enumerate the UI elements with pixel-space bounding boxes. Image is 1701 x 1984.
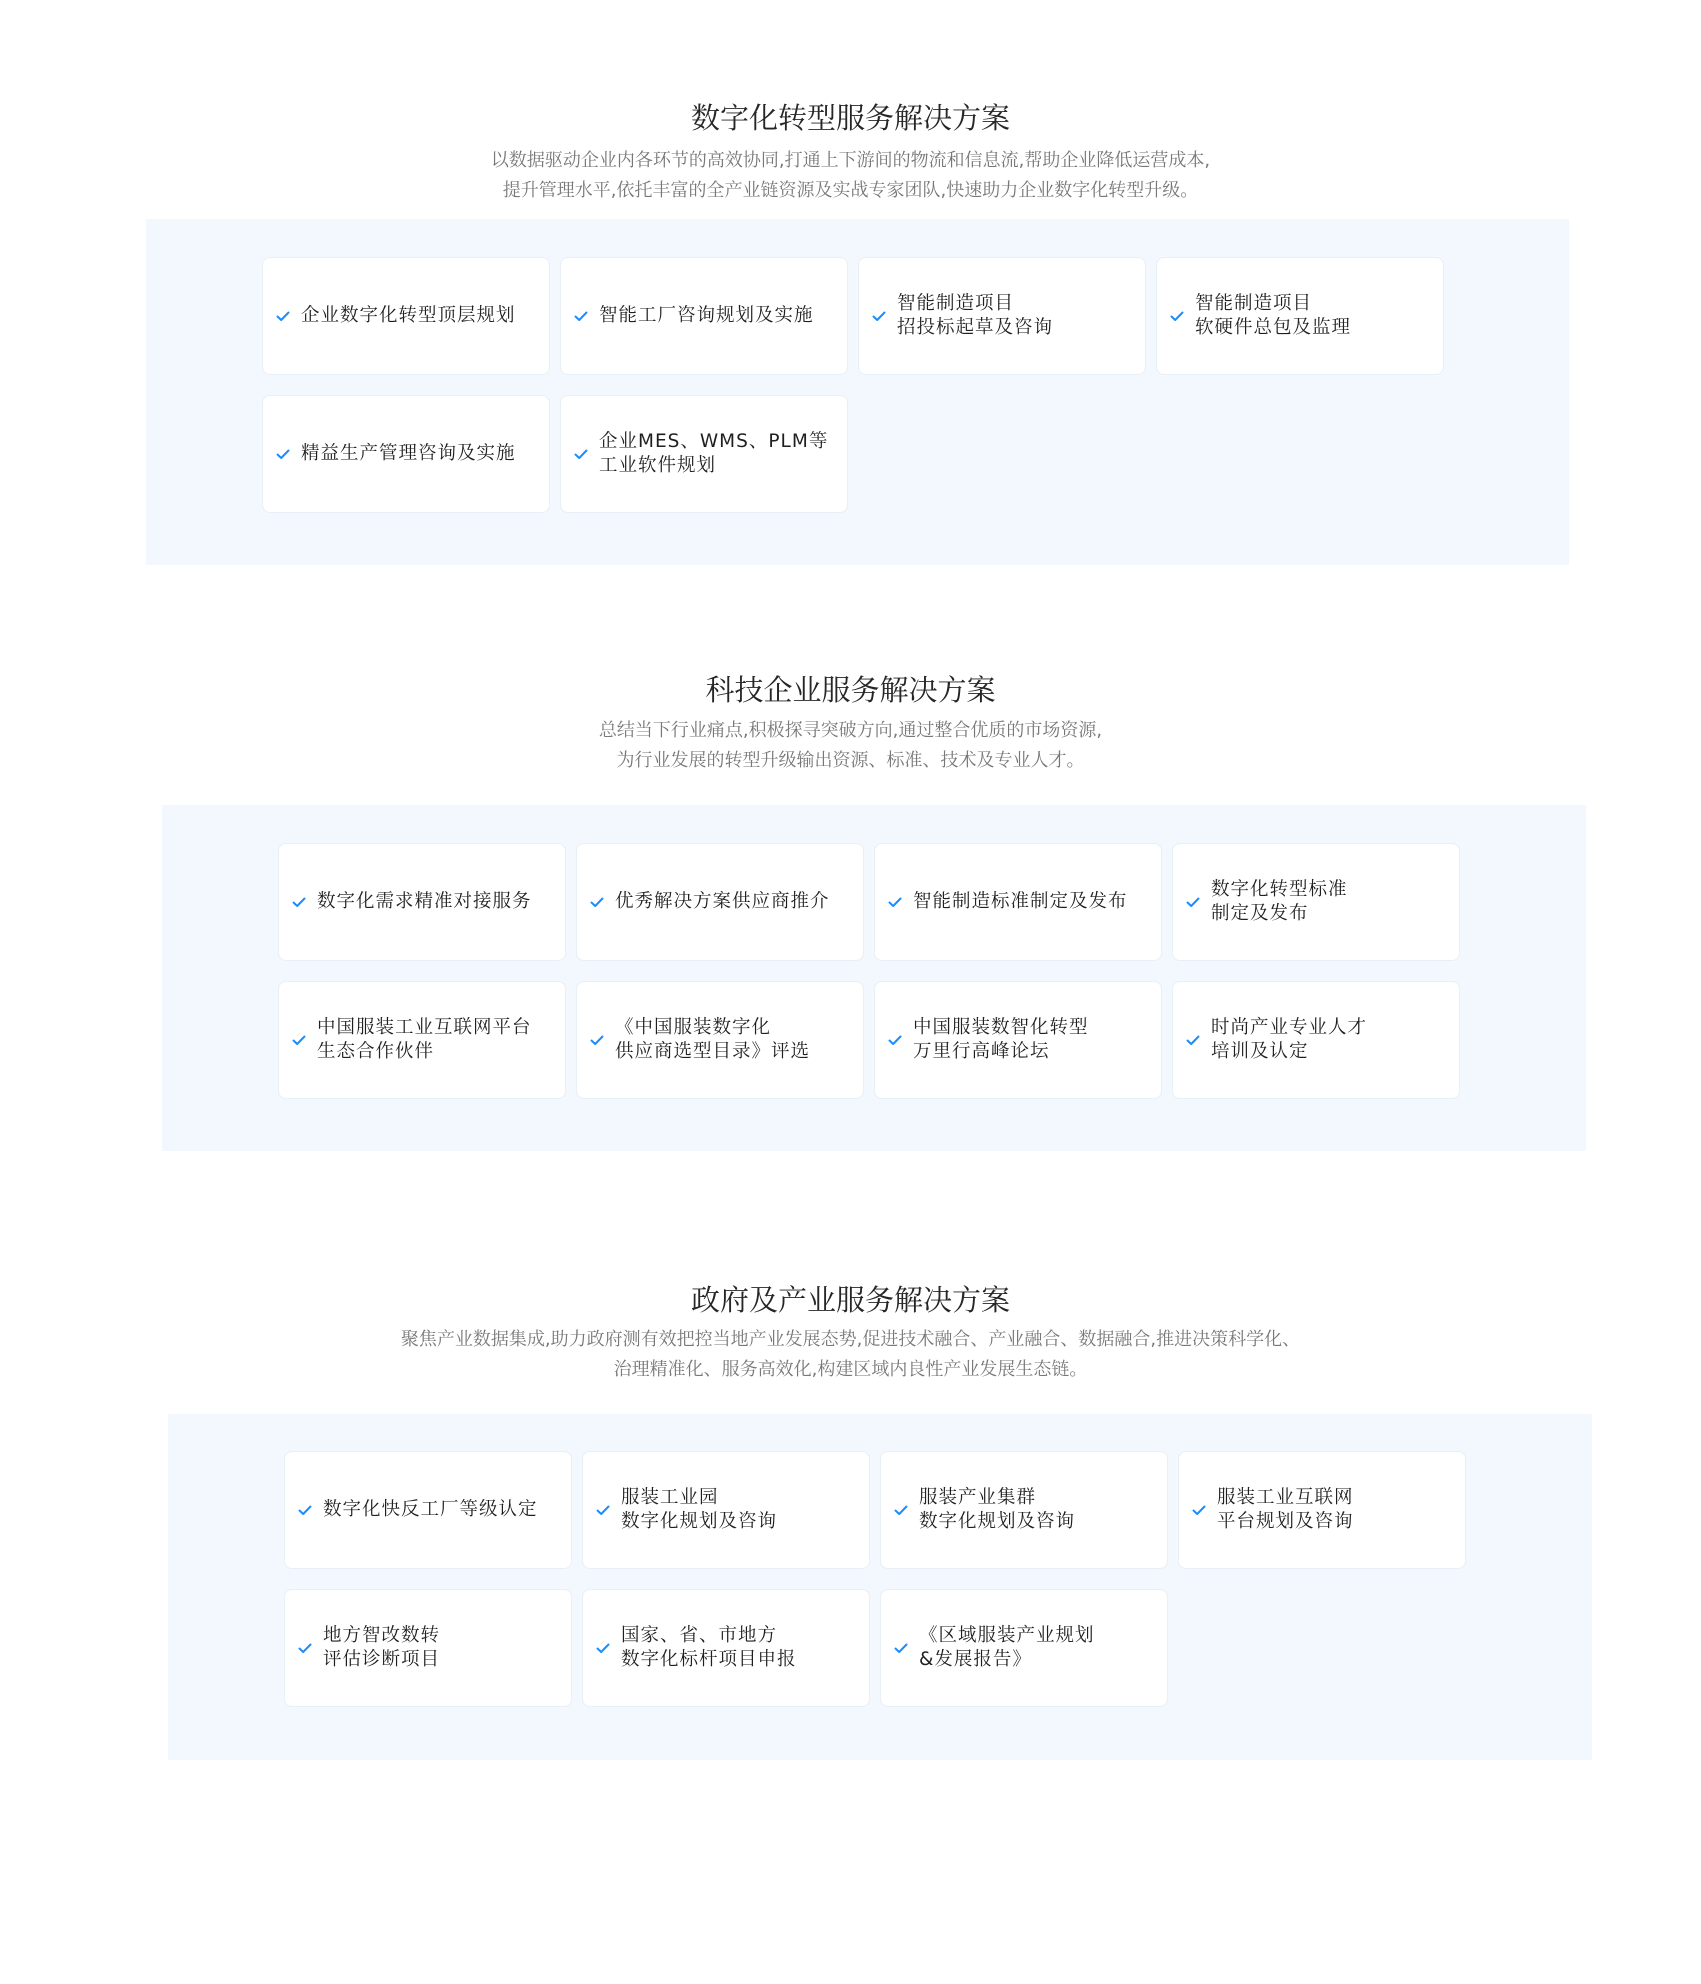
service-card[interactable] <box>1178 1451 1466 1569</box>
checkmark-icon <box>1170 309 1184 323</box>
service-card-label <box>1211 878 1348 926</box>
service-card-label-line: 平台规划及咨询 <box>1217 1511 1354 1532</box>
service-card-label-line: 数字化快反工厂等级认定 <box>323 1499 538 1520</box>
service-card[interactable] <box>560 257 848 375</box>
service-card-label-line: 服装工业互联网 <box>1217 1487 1354 1508</box>
section-description-line: 为行业发展的转型升级输出资源、标准、技术及专业人才。 <box>616 750 1085 771</box>
section-title: 数字化转型服务解决方案 <box>690 101 1010 135</box>
service-card-label <box>621 1624 797 1672</box>
checkmark-icon <box>1186 1033 1200 1047</box>
service-card-label-line: 数字化规划及咨询 <box>621 1511 778 1532</box>
service-card-label <box>317 890 532 914</box>
checkmark-icon <box>894 1641 908 1655</box>
service-card-label-line: 国家、省、市地方 <box>621 1625 778 1646</box>
service-card[interactable] <box>262 257 550 375</box>
service-card-label-line: 《中国服装数字化 <box>615 1017 772 1038</box>
service-card[interactable] <box>582 1589 870 1707</box>
checkmark-icon <box>298 1641 312 1655</box>
service-card-label <box>599 430 828 478</box>
service-card-label-line: 精益生产管理咨询及实施 <box>301 443 516 464</box>
service-card-label-line: 《区域服装产业规划 <box>919 1625 1095 1646</box>
service-card-label <box>323 1498 538 1522</box>
checkmark-icon <box>888 1033 902 1047</box>
checkmark-icon <box>1192 1503 1206 1517</box>
service-card[interactable] <box>874 981 1162 1099</box>
checkmark-icon <box>596 1641 610 1655</box>
service-card-label-line: 中国服装工业互联网平台 <box>317 1017 532 1038</box>
checkmark-icon <box>872 309 886 323</box>
checkmark-icon <box>298 1503 312 1517</box>
service-card[interactable] <box>560 395 848 513</box>
service-card-label <box>919 1624 1095 1672</box>
service-card-label-line: 数字化需求精准对接服务 <box>317 891 532 912</box>
service-card-label <box>323 1624 440 1672</box>
service-card[interactable] <box>576 981 864 1099</box>
service-card[interactable] <box>874 843 1162 961</box>
service-card-label-line: 招投标起草及咨询 <box>897 317 1054 338</box>
service-card-label-line: 数字化转型标准 <box>1211 879 1348 900</box>
checkmark-icon <box>894 1503 908 1517</box>
service-grid <box>278 843 1460 1099</box>
service-card-label-line: 地方智改数转 <box>323 1625 441 1646</box>
checkmark-icon <box>596 1503 610 1517</box>
checkmark-icon <box>276 309 290 323</box>
service-card[interactable] <box>576 843 864 961</box>
service-card-label-line: 时尚产业专业人才 <box>1211 1017 1368 1038</box>
service-card-label <box>1211 1016 1367 1064</box>
service-card[interactable] <box>1172 981 1460 1099</box>
service-card[interactable] <box>880 1451 1168 1569</box>
service-card-label-line: 服装工业园 <box>621 1487 719 1508</box>
service-card-label <box>599 304 814 328</box>
service-card[interactable] <box>262 395 550 513</box>
service-card-label <box>615 890 830 914</box>
service-grid <box>284 1451 1466 1707</box>
checkmark-icon <box>590 1033 604 1047</box>
service-card-label <box>1217 1486 1354 1534</box>
service-card-label <box>301 304 516 328</box>
service-card-label-line: 数字化规划及咨询 <box>919 1511 1076 1532</box>
service-card[interactable] <box>284 1451 572 1569</box>
service-card[interactable] <box>278 981 566 1099</box>
service-grid <box>262 257 1444 513</box>
service-card-label-line: 智能制造项目 <box>897 293 1015 314</box>
section-description-line: 聚焦产业数据集成,助力政府测有效把控当地产业发展态势,促进技术融合、产业融合、数据融合,推进决策科学化、 <box>400 1329 1301 1350</box>
service-card-label-line: 评估诊断项目 <box>323 1649 441 1670</box>
service-card-label-line: 软硬件总包及监理 <box>1195 317 1352 338</box>
section-description-line: 提升管理水平,依托丰富的全产业链资源及实战专家团队,快速助力企业数字化转型升级。 <box>502 180 1199 201</box>
section-description <box>0 146 1701 206</box>
service-card-label-line: 供应商选型目录》评选 <box>615 1041 811 1062</box>
checkmark-icon <box>276 447 290 461</box>
service-card-label <box>913 890 1128 914</box>
service-card-label-line: 服装产业集群 <box>919 1487 1037 1508</box>
section-description <box>0 716 1701 776</box>
service-card-label <box>301 442 516 466</box>
service-card-label <box>897 292 1053 340</box>
checkmark-icon <box>292 895 306 909</box>
section-description-line: 治理精准化、服务高效化,构建区域内良性产业发展生态链。 <box>613 1359 1088 1380</box>
service-card-label <box>615 1016 810 1064</box>
service-card-label <box>919 1486 1075 1534</box>
checkmark-icon <box>590 895 604 909</box>
service-card-label <box>317 1016 532 1064</box>
service-card-label-line: 企业数字化转型顶层规划 <box>301 305 516 326</box>
checkmark-icon <box>574 447 588 461</box>
checkmark-icon <box>574 309 588 323</box>
service-card-label-line: 工业软件规划 <box>599 455 717 476</box>
section-description <box>0 1325 1701 1385</box>
service-card-label-line: 企业MES、WMS、PLM等 <box>599 431 829 452</box>
service-card[interactable] <box>278 843 566 961</box>
service-card[interactable] <box>880 1589 1168 1707</box>
service-card-label-line: 智能制造项目 <box>1195 293 1313 314</box>
service-card-label-line: 中国服装数智化转型 <box>913 1017 1089 1038</box>
service-card[interactable] <box>284 1589 572 1707</box>
section-title: 科技企业服务解决方案 <box>705 673 996 707</box>
service-card-label <box>1195 292 1351 340</box>
section-description-line: 以数据驱动企业内各环节的高效协同,打通上下游间的物流和信息流,帮助企业降低运营成本, <box>490 150 1211 171</box>
checkmark-icon <box>1186 895 1200 909</box>
section-title: 政府及产业服务解决方案 <box>690 1283 1010 1317</box>
service-card[interactable] <box>1172 843 1460 961</box>
service-card-label-line: 培训及认定 <box>1211 1041 1309 1062</box>
service-card[interactable] <box>1156 257 1444 375</box>
service-card[interactable] <box>582 1451 870 1569</box>
checkmark-icon <box>292 1033 306 1047</box>
service-card-label-line: 数字化标杆项目申报 <box>621 1649 797 1670</box>
service-card-label <box>913 1016 1089 1064</box>
service-card[interactable] <box>858 257 1146 375</box>
service-card-label-line: 制定及发布 <box>1211 903 1309 924</box>
service-card-label-line: 优秀解决方案供应商推介 <box>615 891 830 912</box>
service-card-label-line: 生态合作伙伴 <box>317 1041 435 1062</box>
service-card-label-line: 智能制造标准制定及发布 <box>913 891 1128 912</box>
service-card-label <box>621 1486 777 1534</box>
service-card-label-line: 智能工厂咨询规划及实施 <box>599 305 814 326</box>
checkmark-icon <box>888 895 902 909</box>
section-description-line: 总结当下行业痛点,积极探寻突破方向,通过整合优质的市场资源, <box>598 720 1103 741</box>
service-card-label-line: &发展报告》 <box>919 1649 1032 1670</box>
service-card-label-line: 万里行高峰论坛 <box>913 1041 1050 1062</box>
